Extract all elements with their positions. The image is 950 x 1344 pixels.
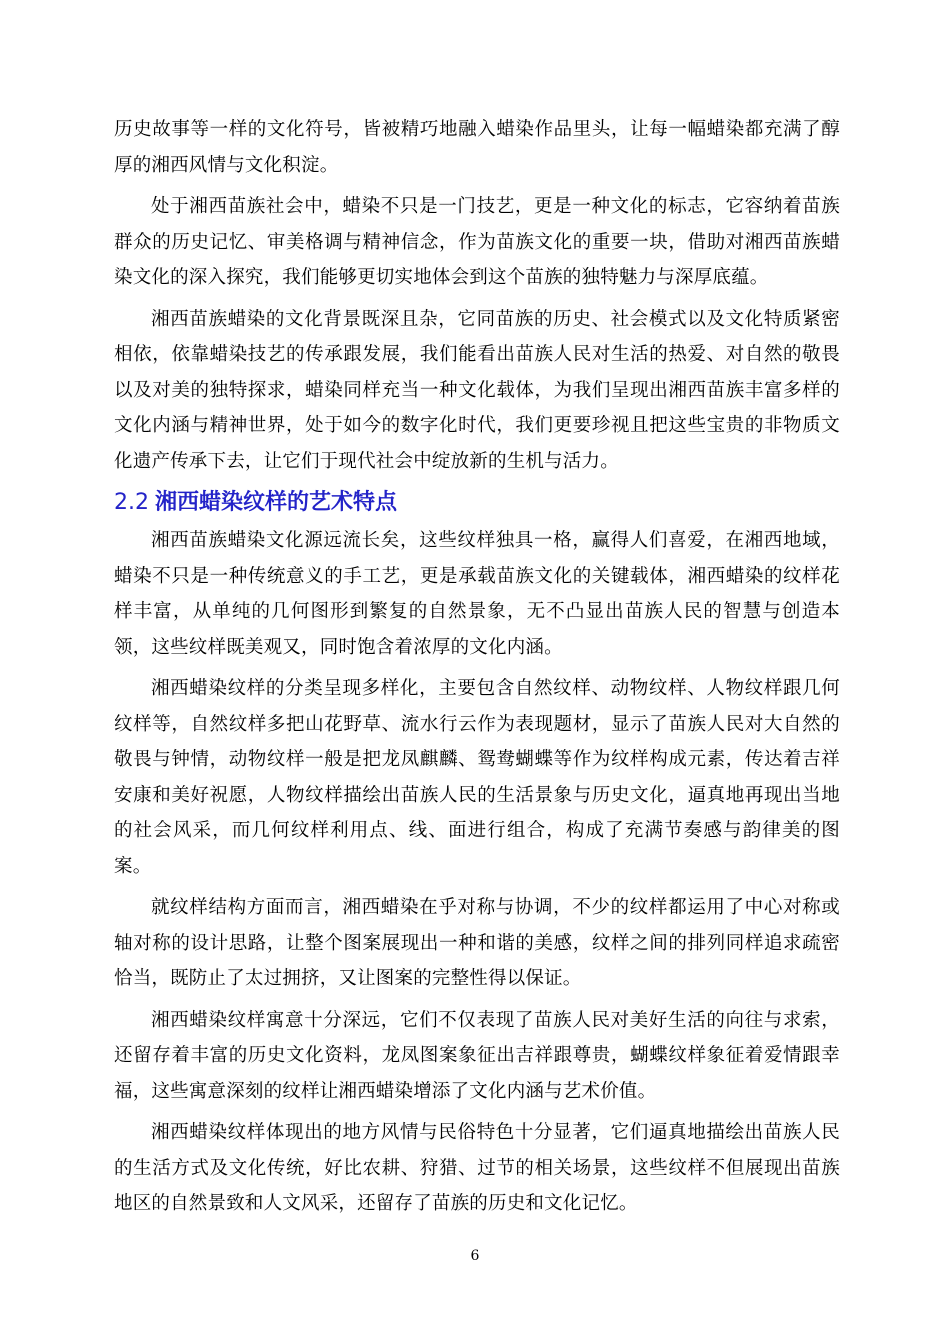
body-paragraph: 湘西蜡染纹样寓意十分深远，它们不仅表现了苗族人民对美好生活的向往与求索，还留存着丰富的历史文化资料，龙凤图案象征出吉祥跟尊贵，蝴蝶纹样象征着爱情跟幸福，这些寓意深刻的纹样让湘西蜡染增添了文化内涵与艺术价值。 — [114, 1009, 840, 1102]
body-paragraph: 湘西苗族蜡染文化源远流长矣，这些纹样独具一格，赢得人们喜爱，在湘西地域，蜡染不只是一种传统意义的手工艺，更是承载苗族文化的关键载体，湘西蜡染的纹样花样丰富，从单纯的几何图形到繁复的自然景象，无不凸显出苗族人民的智慧与创造本领，这些纹样既美观又，同时饱含着浓厚的文化内涵。 — [114, 530, 840, 658]
section-title: 湘西蜡染纹样的艺术特点 — [155, 490, 398, 515]
body-paragraph: 湘西蜡染纹样体现出的地方风情与民俗特色十分显著，它们逼真地描绘出苗族人民的生活方式及文化传统，好比农耕、狩猎、过节的相关场景，这些纹样不但展现出苗族地区的自然景致和人文风采，还留存了苗族的历史和文化记忆。 — [114, 1122, 840, 1214]
section-number: 2.2 — [114, 490, 149, 515]
page-number: 6 — [470, 1248, 480, 1264]
body-paragraph: 湘西苗族蜡染的文化背景既深且杂，它同苗族的历史、社会模式以及文化特质紧密相依，依靠蜡染技艺的传承跟发展，我们能看出苗族人民对生活的热爱、对自然的敬畏以及对美的独特探求，蜡染同样充当一种文化载体，为我们呈现出湘西苗族丰富多样的文化内涵与精神世界，处于如今的数字化时代，我们更要珍视且把这些宝贵的非物质文化遗产传承下去，让它们于现代社会中绽放新的生机与活力。 — [114, 308, 840, 472]
body-paragraph: 历史故事等一样的文化符号，皆被精巧地融入蜡染作品里头，让每一幅蜡染都充满了醇厚的湘西风情与文化积淀。 — [114, 119, 840, 176]
body-paragraph: 湘西蜡染纹样的分类呈现多样化，主要包含自然纹样、动物纹样、人物纹样跟几何纹样等，自然纹样多把山花野草、流水行云作为表现题材，显示了苗族人民对大自然的敬畏与钟情，动物纹样一般是把龙凤麒麟、鸳鸯蝴蝶等作为纹样构成元素，传达着吉祥安康和美好祝愿，人物纹样描绘出苗族人民的生活景象与历史文化，逼真地再现出当地的社会风采，而几何纹样利用点、线、面进行组合，构成了充满节奏感与韵律美的图案。 — [114, 678, 840, 877]
body-paragraph: 就纹样结构方面而言，湘西蜡染在乎对称与协调，不少的纹样都运用了中心对称或轴对称的设计思路，让整个图案展现出一种和谐的美感，纹样之间的排列同样追求疏密恰当，既防止了太过拥挤，又让图案的完整性得以保证。 — [114, 897, 840, 989]
document-page — [114, 112, 840, 1228]
section-heading — [114, 485, 840, 521]
body-paragraph: 处于湘西苗族社会中，蜡染不只是一门技艺，更是一种文化的标志，它容纳着苗族群众的历史记忆、审美格调与精神信念，作为苗族文化的重要一块，借助对湘西苗族蜡染文化的深入探究，我们能够更切实地体会到这个苗族的独特魅力与深厚底蕴。 — [114, 196, 840, 288]
